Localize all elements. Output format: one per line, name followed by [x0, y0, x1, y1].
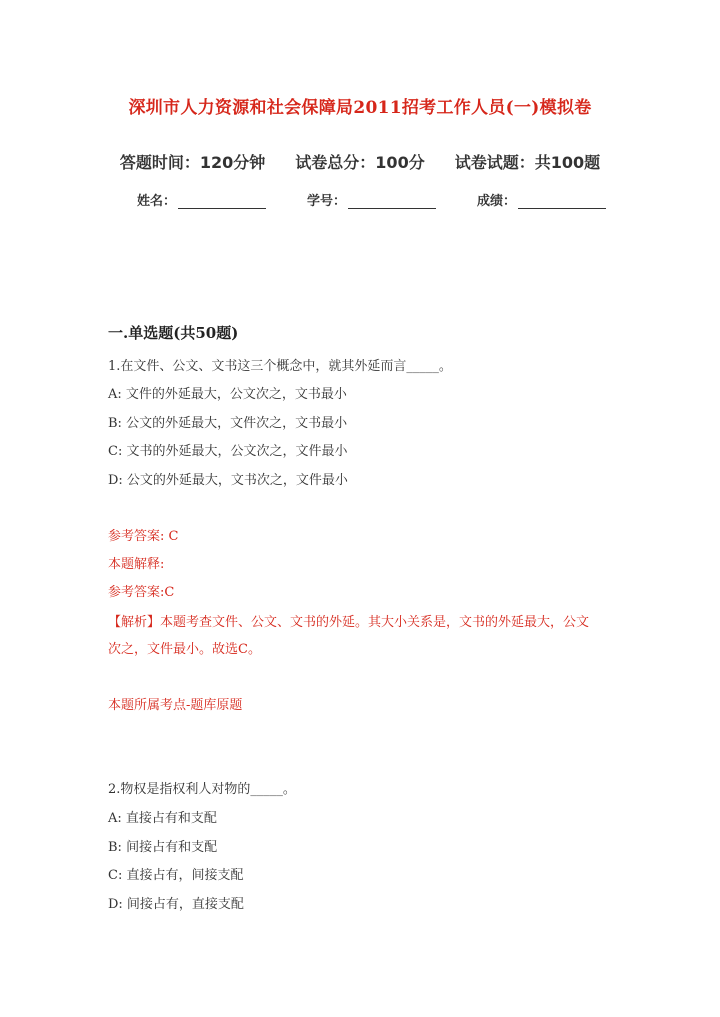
question-1-answer: 参考答案: C: [108, 529, 179, 544]
question-2-option-b: B: 间接占有和支配: [108, 840, 218, 855]
score-field: [477, 190, 606, 209]
name-label: 姓名：: [137, 194, 177, 209]
score-blank: [518, 194, 606, 209]
score-label: 成绩：: [477, 194, 517, 209]
question-1-option-c: C: 文书的外延最大，公文次之，文件最小: [108, 444, 348, 459]
exam-time: 答题时间：120分钟: [119, 153, 266, 172]
question-2-stem: 2.物权是指权利人对物的_____。: [108, 782, 296, 797]
question-1-explanation-text: 【解析】本题考查文件、公文、文书的外延。其大小关系是，文书的外延最大，公文次之，文件最小。故选C。: [108, 615, 590, 657]
section-heading: 一.单选题(共50题): [108, 324, 239, 342]
question-2-option-a: A: 直接占有和支配: [108, 811, 217, 826]
student-id-label: 学号：: [307, 194, 347, 209]
exam-info-row: [0, 150, 720, 173]
question-1-explanation-label: 本题解释:: [108, 557, 165, 572]
question-1-answer-repeat: 参考答案:C: [108, 585, 175, 600]
question-1-source: 本题所属考点-题库原题: [108, 698, 243, 713]
exam-total-score: 试卷总分：100分: [295, 153, 425, 172]
question-1-option-a: A: 文件的外延最大，公文次之，文书最小: [108, 387, 347, 402]
student-fields: [137, 190, 617, 210]
name-field: [137, 190, 266, 209]
exam-title: 深圳市人力资源和社会保障局2011招考工作人员(一)模拟卷: [128, 98, 592, 118]
question-1-stem: 1.在文件、公文、文书这三个概念中，就其外延而言_____。: [108, 359, 452, 374]
question-2-option-d: D: 间接占有，直接支配: [108, 897, 244, 912]
name-blank: [178, 194, 266, 209]
exam-total-questions: 试卷试题：共100题: [454, 153, 601, 172]
student-id-blank: [348, 194, 436, 209]
student-id-field: [307, 190, 436, 209]
question-2-option-c: C: 直接占有，间接支配: [108, 868, 244, 883]
question-1-option-b: B: 公文的外延最大，文件次之，文书最小: [108, 416, 348, 431]
question-1-option-d: D: 公文的外延最大，文书次之，文件最小: [108, 473, 348, 488]
